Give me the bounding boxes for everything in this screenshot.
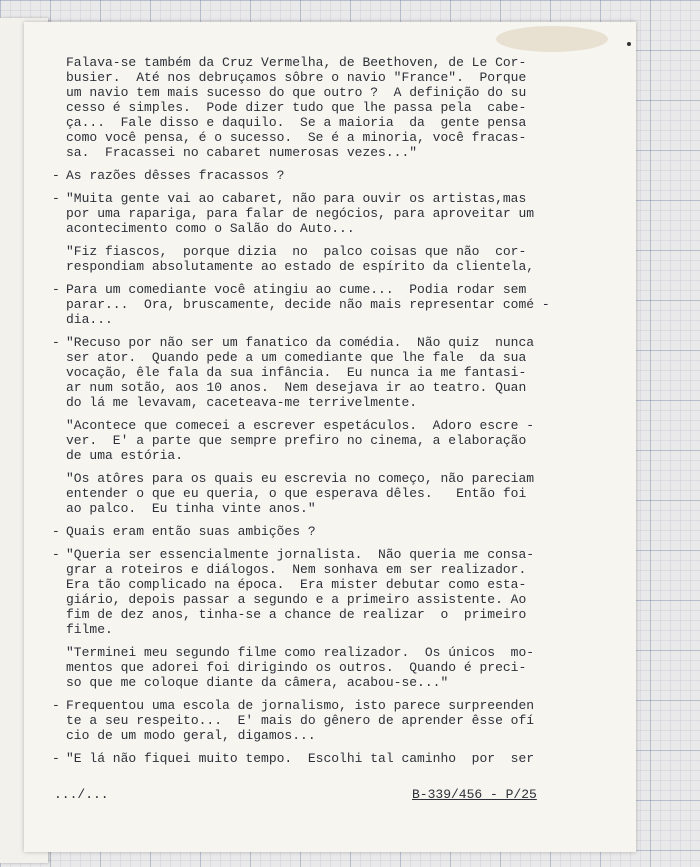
text-line: "E lá não fiquei muito tempo. Escolhi tal caminho por ser [66,751,535,766]
text-line: "Os atôres para os quais eu escrevia no começo, não pareciam [66,471,535,486]
text-line: ar num sotão, aos 10 anos. Nem desejava ir ao teatro. Quan [66,380,527,395]
text-line: Para um comediante você atingiu ao cume... Podia rodar sem [66,282,527,297]
text-paragraph [52,168,572,183]
text-line: "Recuso por não ser um fanatico da comédia. Não quiz nunca [66,335,535,350]
text-line: giário, depois passar a segundo e a primeiro assistente. Ao [66,592,527,607]
dialogue-dash: - [52,168,60,183]
text-line: como você pensa, é o sucesso. Se é a minoria, você fracas- [66,130,527,145]
dialogue-dash: - [52,191,60,206]
text-line: so que me coloque diante da câmera, acabou-se..." [66,675,449,690]
text-paragraph [52,471,572,516]
dialogue-dash: - [52,698,60,713]
continuation-mark: .../... [54,787,109,802]
text-paragraph [52,547,572,637]
text-line: de uma estória. [66,448,184,463]
text-line: "Fiz fiascos, porque dizia no palco coisas que não cor- [66,244,527,259]
text-line: ça... Fale disso e daquilo. Se a maioria da gente pensa [66,115,527,130]
page-reference: B-339/456 - P/25 [412,787,537,802]
text-paragraph [52,418,572,463]
text-paragraph [52,55,572,160]
text-line: parar... Ora, bruscamente, decide não mais representar comé - [66,297,550,312]
text-paragraph [52,191,572,236]
text-line: respondiam absolutamente ao estado de espírito da clientela, [66,259,535,274]
ink-dot [627,42,631,46]
text-line: mentos que adorei foi dirigindo os outros. Quando é preci- [66,660,527,675]
text-line: ser ator. Quando pede a um comediante que lhe fale da sua [66,350,527,365]
text-line: um navio tem mais sucesso do que outro ? A definição do su [66,85,527,100]
text-line: acontecimento como o Salão do Auto... [66,221,355,236]
text-line: Quais eram então suas ambições ? [66,524,316,539]
text-line: Falava-se também da Cruz Vermelha, de Beethoven, de Le Cor- [66,55,527,70]
text-paragraph [52,335,572,410]
text-line: cesso é simples. Pode dizer tudo que lhe passa pela cabe- [66,100,527,115]
text-line: busier. Até nos debruçamos sôbre o navio "France". Porque [66,70,527,85]
text-line: ao palco. Eu tinha vinte anos." [66,501,316,516]
text-line: entender o que eu queria, o que esperava dêles. Então foi [66,486,527,501]
text-line: dia... [66,312,113,327]
dialogue-dash: - [52,751,60,766]
dialogue-dash: - [52,547,60,562]
dialogue-dash: - [52,282,60,297]
paper-stain [496,26,608,52]
dialogue-dash: - [52,524,60,539]
text-line: Frequentou uma escola de jornalismo, isto parece surpreenden [66,698,535,713]
text-line: cio de um modo geral, digamos... [66,728,316,743]
text-line: "Acontece que comecei a escrever espetáculos. Adoro escre - [66,418,535,433]
text-paragraph [52,244,572,274]
text-line: fim de dez anos, tinha-se a chance de realizar o primeiro [66,607,527,622]
text-line: por uma rapariga, para falar de negócios, para aproveitar um [66,206,535,221]
text-line: grar a roteiros e diálogos. Nem sonhava em ser realizador. [66,562,527,577]
text-line: "Muita gente vai ao cabaret, não para ouvir os artistas,mas [66,191,527,206]
dialogue-dash: - [52,335,60,350]
text-paragraph [52,751,572,766]
text-line: sa. Fracassei no cabaret numerosas vezes..." [66,145,418,160]
text-line: "Terminei meu segundo filme como realizador. Os únicos mo- [66,645,535,660]
text-paragraph [52,698,572,743]
text-line: do lá me levavam, caceteava-me terrivelmente. [66,395,418,410]
text-line: "Queria ser essencialmente jornalista. Não queria me consa- [66,547,535,562]
typewritten-text [52,55,572,774]
text-line: As razões dêsses fracassos ? [66,168,285,183]
text-line: ver. E' a parte que sempre prefiro no cinema, a elaboração [66,433,527,448]
text-paragraph [52,524,572,539]
text-paragraph [52,645,572,690]
text-line: Era tão complicado na época. Era mister debutar como esta- [66,577,527,592]
text-line: filme. [66,622,113,637]
text-line: vocação, êle fala da sua infância. Eu nunca ia me fantasi- [66,365,527,380]
text-line: te a seu respeito... E' mais do gênero de aprender êsse ofí [66,713,535,728]
text-paragraph [52,282,572,327]
